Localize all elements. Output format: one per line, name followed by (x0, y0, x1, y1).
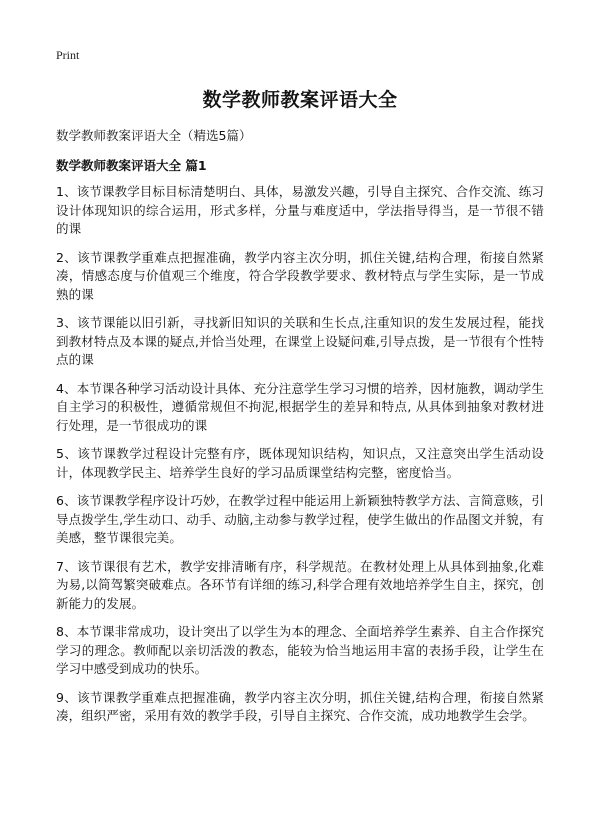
paragraph-8: 8、本节课非常成功，设计突出了以学生为本的理念、全面培养学生素养、自主合作探究学习的理念。教师配以亲切活泼的教态，能较为恰当地运用丰富的表扬手段，让学生在学习中感受到成功的快乐。 (56, 624, 544, 676)
paragraph-9: 9、该节课教学重难点把握准确，教学内容主次分明，抓住关键,结构合理，衔接自然紧凑，组织严密，采用有效的教学手段，引导自主探究、合作交流，成功地教学生会学。 (56, 689, 544, 723)
section-heading: 数学教师教案评语大全 篇1 (56, 158, 207, 173)
paragraph-4: 4、本节课各种学习活动设计具体、充分注意学生学习习惯的培养，因材施教，调动学生自主学习的积极性，遵循常规但不拘泥,根据学生的差异和特点, 从具体到抽象对教材进行处理，是一节很成功的课 (56, 380, 544, 433)
paragraph-6: 6、该节课教学程序设计巧妙，在教学过程中能运用上新颖独特教学方法、言简意赅，引导点拨学生,学生动口、动手、动脑,主动参与教学过程，使学生做出的作品图文并貌，有美感，整节课很完美。 (56, 493, 544, 545)
paragraph-2: 2、该节课教学重难点把握准确，教学内容主次分明，抓住关键,结构合理，衔接自然紧凑，情感态度与价值观三个维度，符合学段教学要求、教材特点与学生实际，是一节成熟的课 (56, 249, 544, 302)
paragraph-1: 1、该节课教学目标目标清楚明白、具体，易激发兴趣，引导自主探究、合作交流、练习设计体现知识的综合运用，形式多样，分量与难度适中，学法指导得当，是一节很不错的课 (56, 184, 544, 236)
paragraph-list (56, 183, 544, 726)
paragraph-3: 3、该节课能以旧引新，寻找新旧知识的关联和生长点,注重知识的发生发展过程，能找到教材特点及本课的疑点,并恰当处理，在课堂上设疑问难,引导点拨，是一节很有个性特点的课 (56, 315, 544, 367)
document-title: 数学教师教案评语大全 (202, 89, 398, 111)
document-subtitle: 数学教师教案评语大全（精选5篇） (56, 128, 252, 143)
paragraph-7: 7、该节课很有艺术，教学安排清晰有序，科学规范。在教材处理上从具体到抽象,化难为易,以简驾繁突破难点。各环节有详细的练习,科学合理有效地培养学生自主，探究，创新能力的发展。 (56, 558, 544, 611)
paragraph-5: 5、该节课教学过程设计完整有序，既体现知识结构，知识点，又注意突出学生活动设计，体现教学民主、培养学生良好的学习品质课堂结构完整，密度恰当。 (56, 446, 544, 480)
print-link[interactable]: Print (56, 48, 80, 62)
